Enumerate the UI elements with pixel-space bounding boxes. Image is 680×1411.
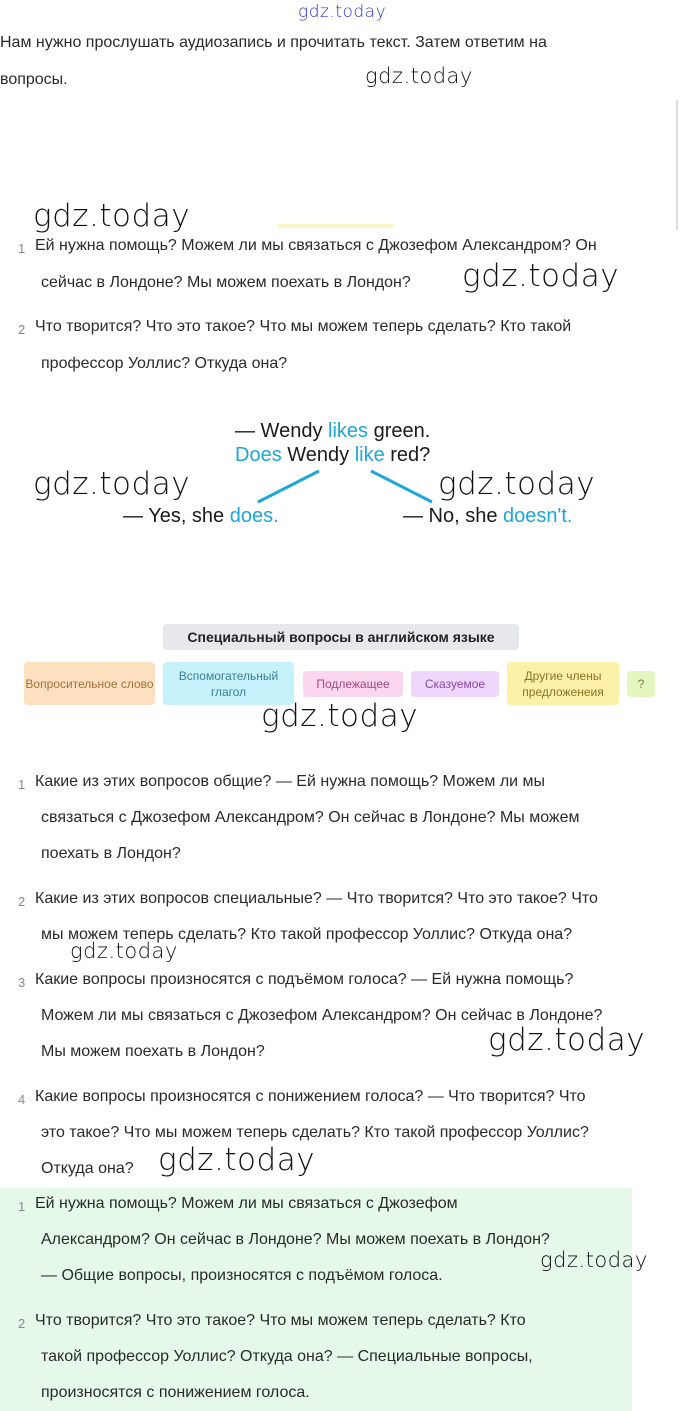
item-line: поехать в Лондон?: [41, 845, 181, 862]
watermark-top: gdz.today: [298, 2, 387, 22]
chip: ?: [627, 671, 655, 697]
item-number: 4: [18, 1092, 26, 1107]
item-line: Что творится? Что это такое? Что мы можем теперь сделать? Кто: [35, 1312, 526, 1329]
chip: Вспомогательный глагол: [163, 662, 294, 705]
chip: Другие члены предложенеия: [507, 662, 619, 705]
diagram-no-answer: — No, she doesn't.: [403, 505, 573, 527]
item-number: 2: [18, 894, 26, 909]
watermark: gdz.today: [365, 64, 473, 88]
item-line: Ей нужна помощь? Можем ли мы связаться с Джозефом: [35, 1195, 458, 1212]
item-line: Мы можем поехать в Лондон?: [41, 1043, 265, 1060]
item-line: мы можем теперь сделать? Кто такой профессор Уоллис? Откуда она?: [41, 926, 573, 943]
item-line: Можем ли мы связаться с Джозефом Александром? Он сейчас в Лондоне?: [41, 1007, 603, 1024]
item-line: Александром? Он сейчас в Лондоне? Мы можем поехать в Лондон?: [41, 1231, 550, 1248]
answer-box: [0, 1188, 632, 1411]
chip: Вопросительное слово: [24, 662, 155, 705]
watermark: gdz.today: [540, 1248, 648, 1272]
watermark: gdz.today: [158, 1142, 316, 1178]
arrow-no: [371, 471, 432, 502]
diagram-statement: — Wendy likes green.: [235, 420, 431, 442]
arrow-yes: [258, 471, 319, 502]
item-line: связаться с Джозефом Александром? Он сейчас в Лондоне? Мы можем: [41, 809, 580, 826]
question-line: Ей нужна помощь? Можем ли мы связаться с Джозефом Александром? Он: [35, 237, 597, 254]
item-line: Какие вопросы произносятся с понижением голоса? — Что творится? Что: [35, 1088, 586, 1105]
watermark: gdz.today: [33, 198, 191, 234]
item-line: Какие из этих вопросов специальные? — Что творится? Что это такое? Что: [35, 890, 598, 907]
diagram-arrows: [0, 0, 680, 540]
item-number: 2: [18, 1316, 26, 1331]
intro-line: Нам нужно прослушать аудиозапись и прочитать текст. Затем ответим на: [0, 34, 547, 51]
question-line: Что творится? Что это такое? Что мы можем теперь сделать? Кто такой: [35, 318, 572, 335]
diagram-question: Does Wendy like red?: [235, 444, 431, 466]
item-line: — Общие вопросы, произносятся с подъёмом голоса.: [41, 1267, 443, 1284]
watermark: gdz.today: [462, 258, 620, 294]
item-line: Какие из этих вопросов общие? — Ей нужна помощь? Можем ли мы: [35, 773, 546, 790]
chip: Подлежащее: [303, 671, 403, 697]
question-line: профессор Уоллис? Откуда она?: [41, 355, 288, 372]
diagram-yes-answer: — Yes, she does.: [123, 505, 279, 527]
watermark: gdz.today: [261, 698, 419, 734]
table-title: Специальный вопросы в английском языке: [163, 624, 519, 650]
question-number: 2: [18, 322, 26, 337]
question-line: сейчас в Лондоне? Мы можем поехать в Лондон?: [41, 274, 411, 291]
item-line: Какие вопросы произносятся с подъёмом голоса? — Ей нужна помощь?: [35, 971, 574, 988]
watermark: gdz.today: [488, 1022, 646, 1058]
watermark: gdz.today: [438, 466, 596, 502]
item-line: такой профессор Уоллис? Откуда она? — Специальные вопросы,: [41, 1348, 533, 1365]
chip: Сказуемое: [411, 671, 499, 697]
item-number: 1: [18, 1199, 26, 1214]
watermark: gdz.today: [33, 466, 191, 502]
item-line: Откуда она?: [41, 1160, 134, 1177]
item-line: это такое? Что мы можем теперь сделать? Кто такой профессор Уоллис?: [41, 1124, 589, 1141]
item-line: произносятся с понижением голоса.: [41, 1384, 310, 1401]
intro-line: вопросы.: [0, 71, 68, 88]
item-number: 1: [18, 777, 26, 792]
question-number: 1: [18, 241, 26, 256]
item-number: 3: [18, 975, 26, 990]
watermark: gdz.today: [70, 939, 178, 963]
